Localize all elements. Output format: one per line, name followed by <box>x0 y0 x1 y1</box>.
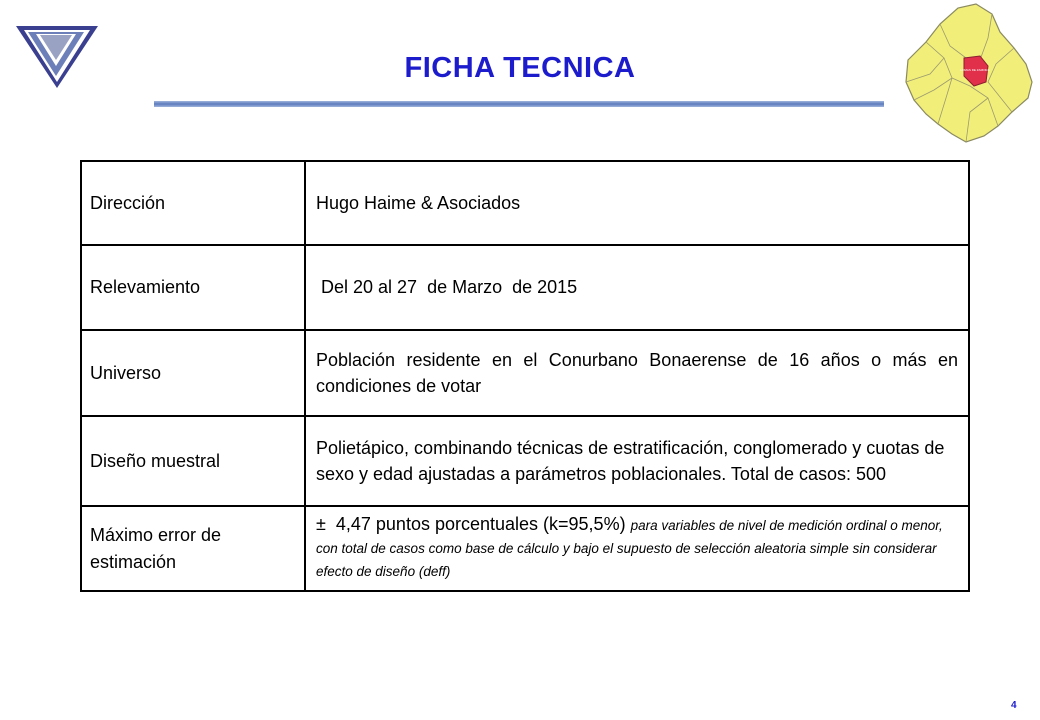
table-row <box>81 330 969 416</box>
row-value-universo: Población residente en el Conurbano Bonaerense de 16 años o más en condiciones de votar <box>305 330 969 416</box>
page-title: FICHA TECNICA <box>404 52 636 84</box>
row-value-error <box>305 506 969 591</box>
table-row <box>81 506 969 591</box>
row-label-direccion: Dirección <box>81 161 305 245</box>
row-value-relevamiento: Del 20 al 27 de Marzo de 2015 <box>305 245 969 330</box>
table-row <box>81 416 969 506</box>
page-number: 4 <box>1011 700 1017 711</box>
row-label-relevamiento: Relevamiento <box>81 245 305 330</box>
conurbano-map-icon <box>900 2 1040 144</box>
map-highlight-label: LOMAS DE ZAMORA <box>960 68 990 72</box>
row-label-diseno-muestral: Diseño muestral <box>81 416 305 506</box>
table-row <box>81 245 969 330</box>
row-value-direccion: Hugo Haime & Asociados <box>305 161 969 245</box>
row-value-diseno-muestral: Polietápico, combinando técnicas de estratificación, conglomerado y cuotas de sexo y edad ajustadas a parámetros poblacionales. Total de casos: 500 <box>305 416 969 506</box>
error-main-text: ± 4,47 puntos porcentuales (k=95,5%) <box>316 514 631 535</box>
table-row <box>81 161 969 245</box>
ficha-tecnica-table <box>80 160 970 592</box>
row-label-error: Máximo error de estimación <box>81 506 305 591</box>
error-note-text: para variables de nivel de medición ordinal o menor, con total de casos como base de cálculo y bajo el supuesto de selección aleatoria simple sin considerar efecto de diseño (deff) <box>316 518 943 579</box>
title-divider <box>154 101 884 107</box>
row-label-universo: Universo <box>81 330 305 416</box>
